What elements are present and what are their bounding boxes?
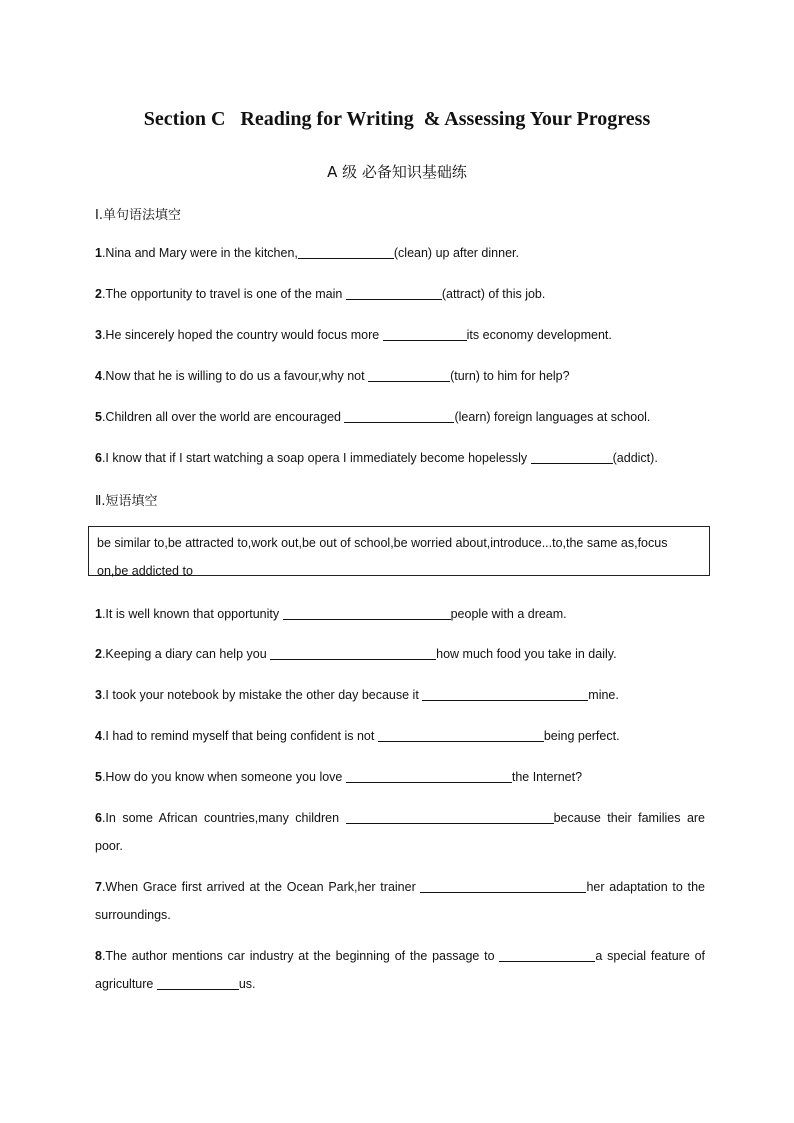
answer-blank[interactable] <box>420 878 586 893</box>
s2-question-1: 1.It is well known that opportunity people with a dream. <box>95 607 567 621</box>
s1-question-4: 4.Now that he is willing to do us a favour,why not (turn) to him for help? <box>95 369 570 383</box>
answer-blank[interactable] <box>298 244 394 259</box>
s2-question-7: 7.When Grace first arrived at the Ocean Park,her trainer her adaptation to the surroundings. <box>95 880 705 922</box>
s2-question-3: 3.I took your notebook by mistake the other day because it mine. <box>95 688 619 702</box>
answer-blank[interactable] <box>283 605 451 620</box>
answer-blank[interactable] <box>346 809 554 824</box>
answer-blank[interactable] <box>346 285 442 300</box>
answer-blank[interactable] <box>531 449 613 464</box>
s1-question-3: 3.He sincerely hoped the country would focus more its economy development. <box>95 328 612 342</box>
s2-question-2: 2.Keeping a diary can help you how much food you take in daily. <box>95 647 617 661</box>
answer-blank[interactable] <box>368 367 450 382</box>
answer-blank[interactable] <box>157 975 239 990</box>
answer-blank[interactable] <box>344 408 454 423</box>
answer-blank[interactable] <box>270 645 436 660</box>
s2-question-8: 8.The author mentions car industry at the beginning of the passage to a special feature of agriculture us. <box>95 949 705 991</box>
s1-question-6: 6.I know that if I start watching a soap opera I immediately become hopelessly (addict). <box>95 451 658 465</box>
section1-heading: Ⅰ.单句语法填空 <box>95 208 181 223</box>
page-subtitle: A 级 必备知识基础练 <box>327 163 467 181</box>
s1-question-2: 2.The opportunity to travel is one of the main (attract) of this job. <box>95 287 546 301</box>
s1-question-5: 5.Children all over the world are encouraged (learn) foreign languages at school. <box>95 410 651 424</box>
answer-blank[interactable] <box>499 947 595 962</box>
answer-blank[interactable] <box>422 686 588 701</box>
s2-question-5: 5.How do you know when someone you love the Internet? <box>95 770 583 784</box>
answer-blank[interactable] <box>383 326 467 341</box>
answer-blank[interactable] <box>346 768 512 783</box>
page-title: Section C Reading for Writing & Assessing Your Progress <box>143 108 651 130</box>
phrase-word-box: be similar to,be attracted to,work out,be out of school,be worried about,introduce...to,the same as,focus on,be addicted to <box>88 526 710 576</box>
s2-question-6: 6.In some African countries,many children because their families are poor. <box>95 811 706 853</box>
section2-heading: Ⅱ.短语填空 <box>95 494 158 509</box>
s2-question-4: 4.I had to remind myself that being confident is not being perfect. <box>95 729 620 743</box>
s1-question-1: 1.Nina and Mary were in the kitchen, (clean) up after dinner. <box>95 246 519 260</box>
answer-blank[interactable] <box>378 727 544 742</box>
